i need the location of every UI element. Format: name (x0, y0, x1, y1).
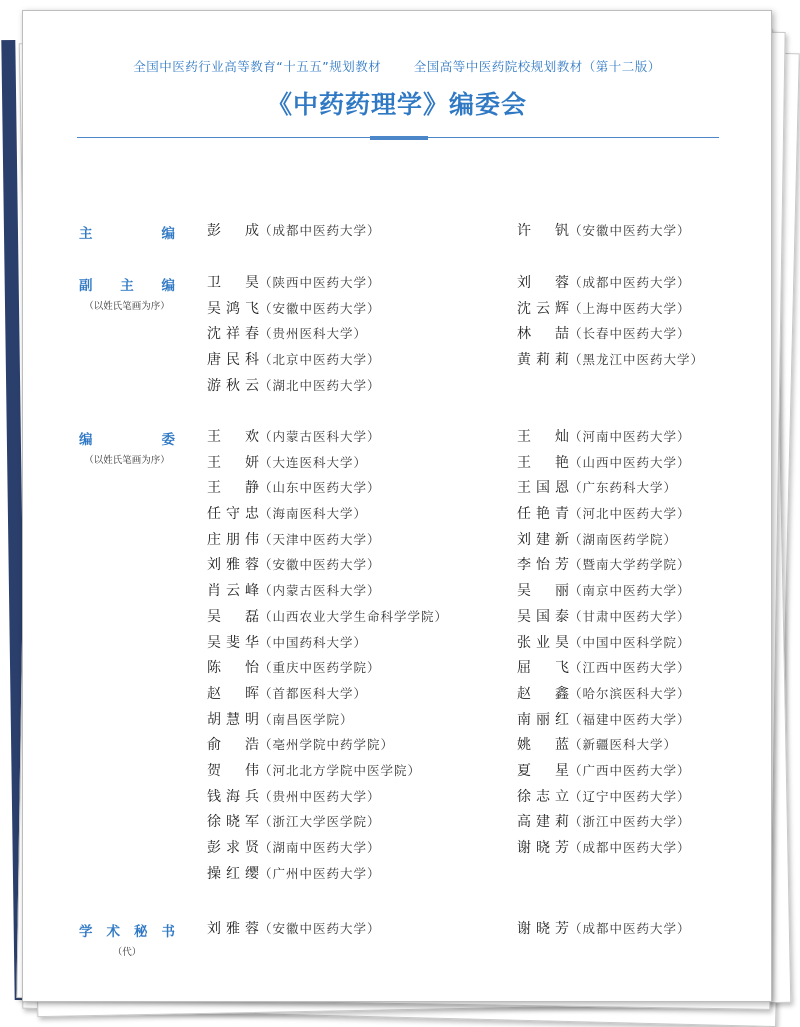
member-name: 吴鸿飞 (207, 300, 259, 317)
member-name: 姚蓝 (517, 737, 569, 754)
member-affiliation: （哈尔滨医科大学） (569, 685, 691, 701)
member-affiliation: （山西中医药大学） (569, 454, 691, 470)
member-name: 刘雅蓉 (207, 557, 259, 574)
member-name: 吴国泰 (517, 608, 569, 625)
member-entry (207, 501, 448, 527)
member-entry (207, 475, 448, 501)
member-entry (207, 732, 448, 758)
member-affiliation: （暨南大学药学院） (569, 557, 691, 573)
role-label (79, 222, 175, 242)
member-name: 夏星 (517, 762, 569, 779)
member-entry (517, 552, 691, 578)
member-entry (207, 321, 381, 347)
member-affiliation: （内蒙古医科大学） (259, 583, 381, 599)
member-name: 屈飞 (517, 660, 569, 677)
member-affiliation: （广州中医药大学） (259, 865, 381, 881)
member-entry (207, 707, 448, 733)
member-name: 张业昊 (517, 634, 569, 651)
member-column-left (207, 916, 381, 942)
member-affiliation: （海南医科大学） (259, 506, 368, 522)
member-entry (517, 450, 691, 476)
member-name: 游秋云 (207, 377, 259, 394)
member-entry (207, 655, 448, 681)
member-entry (517, 475, 691, 501)
role-char: 学 (79, 924, 93, 940)
member-affiliation: （成都中医药大学） (569, 921, 691, 936)
member-affiliation: （浙江大学医学院） (259, 814, 381, 830)
series-right: 全国高等中医药院校规划教材（第十二版） (413, 59, 661, 74)
member-entry (517, 916, 691, 942)
member-affiliation: （贵州医科大学） (259, 326, 368, 342)
member-name: 赵晖 (207, 685, 259, 702)
member-affiliation: （河北中医药大学） (569, 506, 691, 522)
member-entry (207, 527, 448, 553)
member-affiliation: （黑龙江中医药大学） (569, 352, 705, 368)
role-char: 书 (161, 924, 175, 940)
document-page (22, 10, 772, 1002)
role-heading (79, 222, 175, 242)
member-name: 刘蓉 (517, 275, 569, 291)
member-entry (207, 916, 381, 942)
member-name: 唐民科 (207, 352, 259, 369)
title-divider-accent (370, 136, 428, 140)
role-heading (79, 920, 175, 958)
member-column-right (517, 218, 691, 244)
member-name: 任艳青 (517, 506, 569, 523)
member-affiliation: （天津中医药大学） (259, 531, 381, 547)
member-affiliation: （河南中医药大学） (569, 429, 691, 444)
member-entry (207, 758, 448, 784)
member-name: 卫昊 (207, 275, 259, 291)
member-name: 沈祥春 (207, 326, 259, 343)
member-name: 胡慧明 (207, 711, 259, 728)
member-column-right (517, 270, 704, 373)
member-affiliation: （江西中医药大学） (569, 660, 691, 676)
series-left: 全国中医药行业高等教育“十五五”规划教材 (133, 59, 382, 74)
member-name: 王静 (207, 480, 259, 497)
member-name: 钱海兵 (207, 788, 259, 805)
member-affiliation: （重庆中医药学院） (259, 660, 381, 676)
member-entry (207, 424, 448, 450)
role-label (79, 920, 175, 940)
member-affiliation: （安徽中医药大学） (259, 921, 381, 936)
member-entry (207, 218, 381, 244)
member-name: 王灿 (517, 429, 569, 445)
member-name: 徐晓军 (207, 814, 259, 831)
member-affiliation: （北京中医药大学） (259, 352, 381, 368)
member-affiliation: （长春中医药大学） (569, 326, 691, 342)
member-column-right (517, 916, 691, 942)
member-affiliation: （亳州学院中药学院） (259, 737, 395, 753)
series-line (23, 57, 771, 75)
member-affiliation: （广西中医药大学） (569, 762, 691, 778)
member-affiliation: （湖南医药学院） (569, 531, 678, 547)
member-affiliation: （成都中医药大学） (569, 840, 691, 855)
role-char: 秘 (134, 924, 148, 940)
member-name: 吴丽 (517, 583, 569, 600)
member-name: 南丽红 (517, 711, 569, 728)
member-name: 赵鑫 (517, 685, 569, 702)
member-entry (517, 732, 691, 758)
member-name: 操红缨 (207, 865, 259, 882)
role-label (79, 428, 175, 448)
member-affiliation: （中国中医科学院） (569, 634, 691, 650)
member-affiliation: （浙江中医药大学） (569, 814, 691, 830)
member-entry (207, 296, 381, 322)
member-entry (207, 604, 448, 630)
member-name: 王国恩 (517, 480, 569, 497)
role-note: （代） (112, 947, 142, 958)
role-label (79, 274, 175, 294)
member-column-right (517, 424, 691, 861)
member-entry (207, 552, 448, 578)
member-entry (517, 347, 704, 373)
member-entry (207, 373, 381, 399)
role-char: 主 (79, 226, 93, 242)
member-name: 谢晓芳 (517, 921, 569, 937)
member-entry (517, 681, 691, 707)
member-affiliation: （上海中医药大学） (569, 300, 691, 316)
member-entry (517, 655, 691, 681)
role-char: 委 (161, 432, 175, 448)
member-name: 陈怡 (207, 660, 259, 677)
member-entry (517, 296, 704, 322)
role-heading (79, 274, 175, 312)
member-entry (517, 707, 691, 733)
role-note: （以姓氏笔画为序） (84, 455, 170, 466)
member-name: 刘雅蓉 (207, 921, 259, 937)
member-name: 沈云辉 (517, 300, 569, 317)
member-affiliation: （湖北中医药大学） (259, 377, 381, 393)
member-affiliation: （中国药科大学） (259, 634, 368, 650)
member-affiliation: （福建中医药大学） (569, 711, 691, 727)
member-affiliation: （山东中医药大学） (259, 480, 381, 496)
role-char: 主 (120, 278, 134, 294)
member-affiliation: （安徽中医药大学） (259, 300, 381, 316)
member-name: 庄朋伟 (207, 531, 259, 548)
member-affiliation: （首都医科大学） (259, 685, 368, 701)
member-entry (517, 578, 691, 604)
member-entry (517, 218, 691, 244)
member-entry (207, 578, 448, 604)
member-entry (517, 501, 691, 527)
member-name: 肖云峰 (207, 583, 259, 600)
member-entry (207, 809, 448, 835)
member-affiliation: （大连医科大学） (259, 454, 368, 470)
member-affiliation: （辽宁中医药大学） (569, 788, 691, 804)
member-name: 彭成 (207, 223, 259, 239)
member-column-left (207, 270, 381, 398)
member-entry (517, 321, 704, 347)
member-entry (517, 604, 691, 630)
member-affiliation: （广东药科大学） (569, 480, 678, 496)
role-char: 编 (79, 432, 93, 448)
role-note: （以姓氏笔画为序） (84, 301, 170, 312)
member-affiliation: （湖南中医药大学） (259, 840, 381, 855)
member-name: 俞浩 (207, 737, 259, 754)
member-name: 吴磊 (207, 608, 259, 625)
member-column-left (207, 218, 381, 244)
member-affiliation: （山西农业大学生命科学学院） (259, 608, 449, 624)
member-name: 李怡芳 (517, 557, 569, 574)
member-affiliation: （成都中医药大学） (259, 223, 381, 238)
member-name: 贺伟 (207, 762, 259, 779)
member-entry (207, 347, 381, 373)
member-name: 谢晓芳 (517, 840, 569, 856)
member-name: 徐志立 (517, 788, 569, 805)
member-entry (207, 630, 448, 656)
member-affiliation: （南京中医药大学） (569, 583, 691, 599)
role-char: 编 (161, 226, 175, 242)
member-affiliation: （新疆医科大学） (569, 737, 678, 753)
member-name: 林喆 (517, 326, 569, 343)
member-affiliation: （陕西中医药大学） (259, 275, 381, 290)
member-affiliation: （成都中医药大学） (569, 275, 691, 290)
role-heading (79, 428, 175, 466)
member-name: 王妍 (207, 454, 259, 471)
member-affiliation: （安徽中医药大学） (569, 223, 691, 238)
member-entry (517, 784, 691, 810)
member-name: 吴斐华 (207, 634, 259, 651)
role-char: 副 (79, 278, 93, 294)
member-column-left (207, 424, 448, 886)
member-entry (517, 758, 691, 784)
role-char: 术 (106, 924, 120, 940)
member-affiliation: （河北北方学院中医学院） (259, 762, 422, 778)
member-entry (207, 835, 448, 861)
member-name: 刘建新 (517, 531, 569, 548)
member-name: 王欢 (207, 429, 259, 445)
member-name: 许钒 (517, 223, 569, 239)
member-name: 高建莉 (517, 814, 569, 831)
member-entry (207, 270, 381, 296)
member-entry (207, 681, 448, 707)
member-entry (517, 630, 691, 656)
member-affiliation: （贵州中医药大学） (259, 788, 381, 804)
member-entry (517, 527, 691, 553)
member-entry (517, 809, 691, 835)
member-name: 黄莉莉 (517, 352, 569, 369)
member-entry (517, 424, 691, 450)
member-entry (517, 835, 691, 861)
member-entry (517, 270, 704, 296)
member-entry (207, 784, 448, 810)
page-title: 《中药药理学》编委会 (266, 90, 527, 119)
member-affiliation: （安徽中医药大学） (259, 557, 381, 573)
member-name: 王艳 (517, 454, 569, 471)
member-name: 彭求贤 (207, 840, 259, 856)
member-entry (207, 861, 448, 887)
member-affiliation: （内蒙古医科大学） (259, 429, 381, 444)
role-char: 编 (161, 278, 175, 294)
member-affiliation: （南昌医学院） (259, 711, 354, 727)
member-name: 任守忠 (207, 506, 259, 523)
member-entry (207, 450, 448, 476)
member-affiliation: （甘肃中医药大学） (569, 608, 691, 624)
